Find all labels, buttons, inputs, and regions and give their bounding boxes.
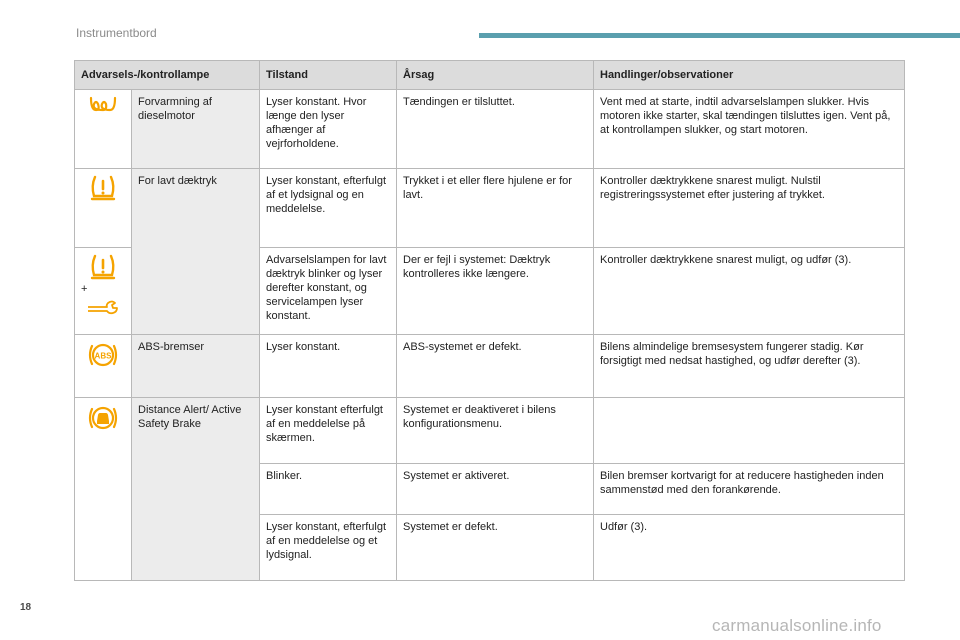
table-row	[75, 398, 905, 464]
state-cell: Blinker.	[260, 464, 397, 515]
plus-sign: +	[81, 283, 88, 295]
lamp-cell	[75, 169, 132, 248]
state-cell: Lyser konstant. Hvor længe den lyser afhænger af vejrforholdene.	[260, 90, 397, 169]
lamp-cell	[75, 335, 132, 398]
watermark: carmanualsonline.info	[712, 616, 882, 635]
cause-cell: Der er fejl i systemet: Dæktryk kontrolleres ikke længere.	[397, 248, 594, 335]
header-state: Tilstand	[260, 61, 397, 90]
lamp-name: Distance Alert/ Active Safety Brake	[132, 398, 260, 581]
lamp-cell	[75, 248, 132, 335]
table-header-row	[75, 61, 905, 90]
state-cell: Lyser konstant, efterfulgt af et lydsignal og en meddelelse.	[260, 169, 397, 248]
table-row	[75, 169, 905, 248]
glow-plug-icon	[88, 95, 118, 115]
state-cell: Advarselslampen for lavt dæktryk blinker og lyser derefter konstant, og servicelampen lyser konstant.	[260, 248, 397, 335]
section-title: Instrumentbord	[76, 26, 157, 40]
action-cell: Kontroller dæktrykkene snarest muligt, og udfør (3).	[594, 248, 905, 335]
cause-cell: Systemet er defekt.	[397, 515, 594, 581]
header-lamp: Advarsels-/kontrollampe	[75, 61, 260, 90]
service-wrench-icon	[85, 297, 121, 315]
page-number: 18	[20, 602, 32, 613]
action-cell	[594, 398, 905, 464]
tyre-pressure-icon	[88, 174, 118, 202]
cause-cell: Systemet er aktiveret.	[397, 464, 594, 515]
lamp-name: For lavt dæktryk	[132, 169, 260, 335]
state-cell: Lyser konstant.	[260, 335, 397, 398]
action-cell: Bilen bremser kortvarigt for at reducere hastigheden inden sammenstød med den forankørende.	[594, 464, 905, 515]
svg-text:ABS: ABS	[94, 351, 112, 361]
tyre-pressure-icon	[88, 253, 118, 281]
abs-icon	[87, 340, 119, 370]
lamp-cell	[75, 398, 132, 581]
action-cell: Vent med at starte, indtil advarselslampen slukker. Hvis motoren ikke starter, skal tændingen tilsluttes igen. Vent på, at kontrollampen slukker, og start motoren.	[594, 90, 905, 169]
cause-cell: ABS-systemet er defekt.	[397, 335, 594, 398]
table-row	[75, 90, 905, 169]
state-cell: Lyser konstant efterfulgt af en meddelelse på skærmen.	[260, 398, 397, 464]
active-safety-brake-icon	[87, 403, 119, 433]
cause-cell: Tændingen er tilsluttet.	[397, 90, 594, 169]
cause-cell: Trykket i et eller flere hjulene er for lavt.	[397, 169, 594, 248]
state-cell: Lyser konstant, efterfulgt af en meddelelse og et lydsignal.	[260, 515, 397, 581]
cause-cell: Systemet er deaktiveret i bilens konfigurationsmenu.	[397, 398, 594, 464]
action-cell: Udfør (3).	[594, 515, 905, 581]
warning-lamp-table	[74, 60, 905, 581]
lamp-cell	[75, 90, 132, 169]
header-accent-bar	[479, 33, 960, 38]
header-cause: Årsag	[397, 61, 594, 90]
table-row	[75, 335, 905, 398]
lamp-name: Forvarmning af dieselmotor	[132, 90, 260, 169]
header-action: Handlinger/observationer	[594, 61, 905, 90]
action-cell: Bilens almindelige bremsesystem fungerer stadig. Kør forsigtigt med nedsat hastighed, og udfør derefter (3).	[594, 335, 905, 398]
lamp-name: ABS-bremser	[132, 335, 260, 398]
action-cell: Kontroller dæktrykkene snarest muligt. Nulstil registreringssystemet efter justering af trykket.	[594, 169, 905, 248]
